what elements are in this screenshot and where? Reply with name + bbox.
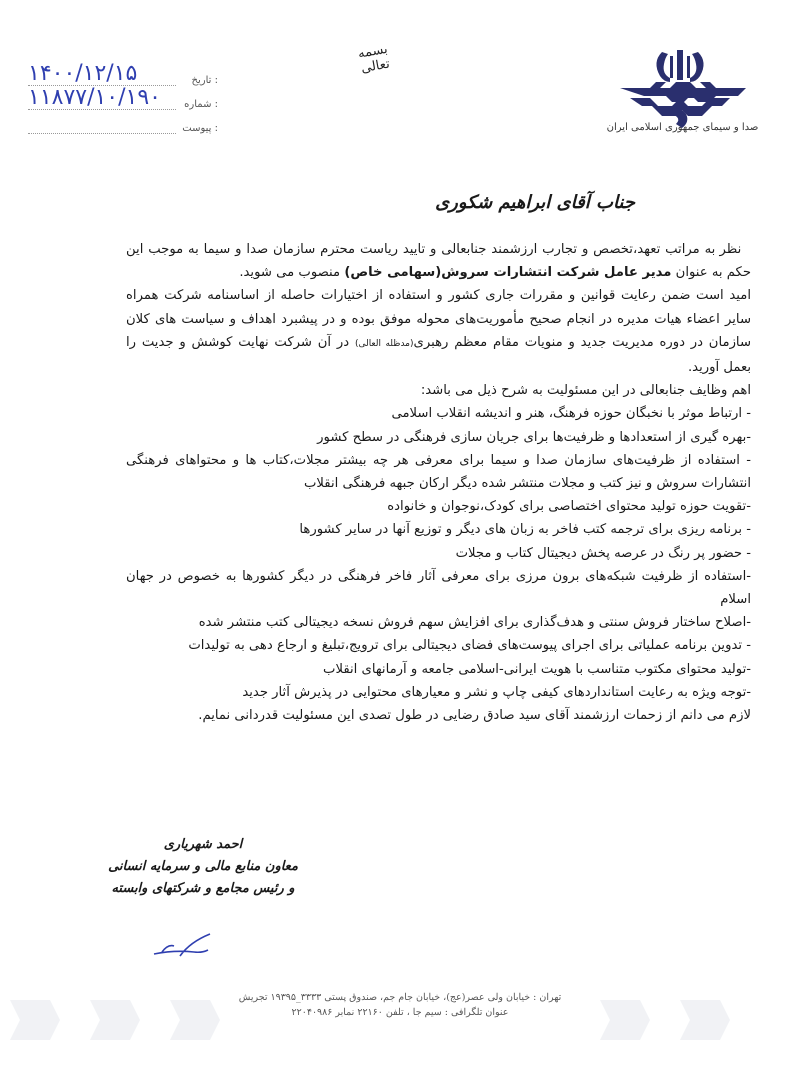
- meta-date-row: [28, 62, 218, 86]
- meta-number-value: ۱۱۸۷۷/۱۰/۱۹۰: [28, 87, 176, 110]
- duty-item: -اصلاح ساختار فروش سنتی و هدف‌گذاری برای افزایش سهم فروش نسخه دیجیتالی کتب منتشر شده: [198, 615, 751, 631]
- duty-item: -تولید محتوای مکتوب متناسب با هویت ایرانی-اسلامی جامعه و آرمانهای انقلاب: [323, 661, 751, 677]
- duty-item: - استفاده از ظرفیت‌های سازمان صدا و سیما برای معرفی هر چه بیشتر مجلات،کتاب ها و محتواهای فرهنگی انتشارات سروش و نیز کتب و مجلات منتشر شده دیگر ارکان جبهه فرهنگی انقلاب: [126, 452, 751, 492]
- closing-paragraph: لازم می دانم از زحمات ارزشمند آقای سید صادق رضایی در طول تصدی این مسئولیت قدردانی نمایم.: [198, 708, 751, 724]
- duty-item: - تدوین برنامه عملیاتی برای اجرای پیوست‌های فضای دیجیتالی برای ترویج،تبلیغ و ارجاع دهی به تولیدات: [188, 638, 751, 654]
- duty-item: - برنامه ریزی برای ترجمه کتب فاخر به زبان های دیگر و توزیع آنها در سایر کشورها: [299, 522, 751, 538]
- recipient-name: جناب آقای ابراهیم شکوری: [435, 192, 635, 213]
- meta-number-label: : شماره: [184, 99, 218, 110]
- meta-date-value: ۱۴۰۰/۱۲/۱۵: [28, 63, 176, 86]
- letter-body: [126, 238, 751, 727]
- signer-title: معاون منابع مالی و سرمایه انسانی: [108, 859, 298, 874]
- footer-address: تهران : خیابان ولی عصر(عج)، خیابان جام جم، صندوق پستی ۳۳۳۳_۱۹۳۹۵ تجریش: [238, 992, 562, 1003]
- duty-item: -استفاده از ظرفیت شبکه‌های برون مرزی برای معرفی آثار فاخر فرهنگی در دیگر کشورها به خصوص در جهان اسلام: [126, 568, 751, 608]
- honorific: (مدظله العالی): [354, 338, 414, 349]
- hope-text-end: در آن شرکت نهایت کوشش و جدیت را بعمل آورید.: [126, 334, 751, 376]
- meta-attachment-row: [28, 110, 218, 134]
- letter-meta: [28, 62, 218, 134]
- footer-contact: عنوان تلگرافی : سیم جا ، تلفن ۲۲۱۶۰ نمابر ۲۲۰۴۰۹۸۶: [291, 1007, 509, 1018]
- signature-block: [108, 834, 298, 900]
- hope-text: امید است ضمن رعایت قوانین و مقررات جاری کشور و استفاده از اختیارات حاصله از اساسنامه شرکت همراه سایر اعضاء هیات مدیره در انجام صحیح مأموریت‌های محوله موفق بوده و در پیشبرد اهداف و سیاست های کلان سازمان در دوره مدیریت جدید و منویات مقام معظم رهبری: [126, 288, 752, 350]
- basmala-heading: بسمه تعالی: [356, 41, 391, 77]
- hope-paragraph: [126, 284, 751, 379]
- duty-item: -بهره گیری از استعدادها و ظرفیت‌ها برای جریان سازی فرهنگی در سطح کشور: [317, 429, 751, 445]
- duty-item: - حضور پر رنگ در عرصه پخش دیجیتال کتاب و مجلات: [455, 545, 751, 561]
- duties-intro: اهم وظایف جنابعالی در این مسئولیت به شرح ذیل می باشد:: [420, 383, 751, 399]
- organization-name: صدا و سیمای جمهوری اسلامی ایران: [606, 122, 759, 133]
- appointment-paragraph: [126, 238, 751, 284]
- appointment-text: نظر به مراتب تعهد،تخصص و تجارب ارزشمند جنابعالی و تایید ریاست محترم سازمان صدا و سیما به موجب این حکم به عنوان: [126, 242, 751, 281]
- irib-logo-icon: [600, 48, 760, 148]
- meta-date-label: : تاریخ: [191, 75, 218, 86]
- meta-attachment-value: [28, 121, 176, 134]
- letterhead-footer: [190, 990, 610, 1020]
- duty-item: - ارتباط موثر با نخبگان حوزه فرهنگ، هنر و اندیشه انقلاب اسلامی: [391, 406, 751, 422]
- appointment-position: مدیر عامل شرکت انتشارات سروش(سهامی خاص): [344, 265, 672, 281]
- duty-item: -توجه ویژه به رعایت استانداردهای کیفی چاپ و نشر و معیارهای محتوایی در پذیرش آثار جدید: [242, 684, 751, 700]
- signer-title-2: و رئیس مجامع و شرکتهای وابسته: [111, 881, 295, 896]
- appointment-text-end: منصوب می شوید.: [239, 265, 345, 281]
- meta-attachment-label: : پیوست: [182, 123, 218, 134]
- signer-name: احمد شهریاری: [163, 837, 243, 852]
- duty-item: -تقویت حوزه تولید محتوای اختصاصی برای کودک،نوجوان و خانواده: [387, 499, 751, 515]
- meta-number-row: [28, 86, 218, 110]
- handwritten-signature-icon: [150, 930, 220, 960]
